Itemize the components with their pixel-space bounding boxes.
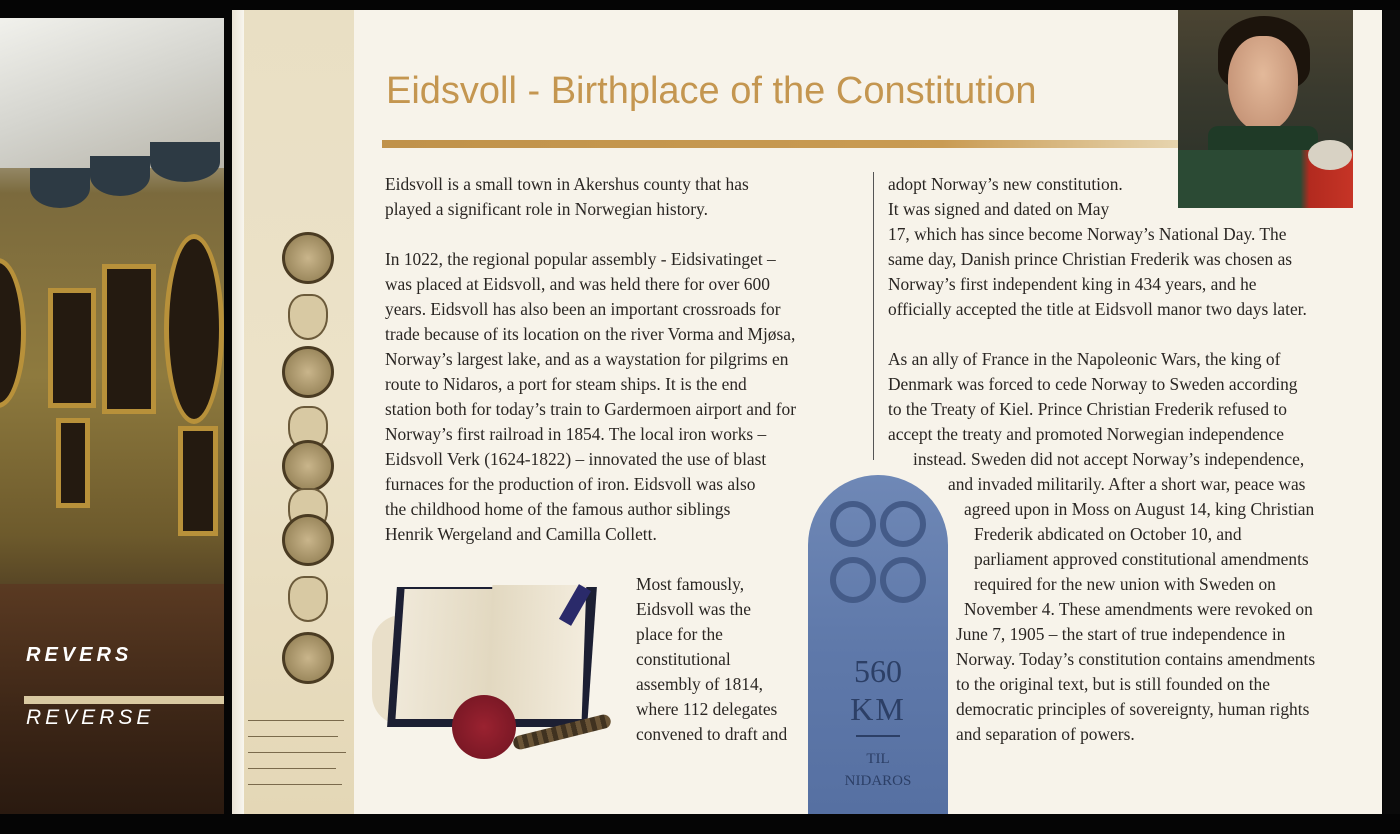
text-line: November 4. These amendments were revoked on xyxy=(964,599,1313,619)
constitution-book-image xyxy=(372,575,622,775)
christian-frederik-portrait xyxy=(1178,10,1353,208)
text-line: instead. Sweden did not accept Norway’s independence, xyxy=(913,449,1305,469)
text-line: Norway. Today’s constitution contains amendments xyxy=(956,649,1316,669)
monogram-ornament xyxy=(830,501,876,547)
monogram-ornament xyxy=(830,557,876,603)
handwriting-line xyxy=(248,768,336,769)
handwriting-line xyxy=(248,736,338,737)
handwriting-line xyxy=(248,752,346,753)
text-line: Most famously, xyxy=(636,574,745,594)
milestone-distance: 560 xyxy=(854,653,902,689)
portrait-epaulette xyxy=(1308,140,1352,170)
drapery-swag xyxy=(90,156,150,196)
text-line: Norway’s first independent king in 434 years, and he xyxy=(888,274,1257,294)
paragraph-napoleonic-wars xyxy=(888,347,1315,747)
ornament xyxy=(288,294,328,340)
text-line: Frederik abdicated on October 10, and xyxy=(974,524,1242,544)
text-line: furnaces for the production of iron. Eidsvoll was also xyxy=(385,474,756,494)
portrait-frame xyxy=(164,234,224,424)
title-rule xyxy=(382,140,1182,148)
right-edge xyxy=(1383,10,1400,814)
interior-photo-flap xyxy=(0,18,224,814)
text-line: Norway’s first railroad in 1854. The local iron works – xyxy=(385,424,767,444)
text-line: 17, which has since become Norway’s National Day. The xyxy=(888,224,1287,244)
text-line: played a significant role in Norwegian history. xyxy=(385,199,708,219)
text-line: Henrik Wergeland and Camilla Collett. xyxy=(385,524,657,544)
text-line: required for the new union with Sweden on xyxy=(974,574,1276,594)
portrait-frame xyxy=(56,418,90,508)
booklet-page xyxy=(232,10,1382,814)
reverse-label: REVERSE xyxy=(26,706,155,729)
milestone-place: NIDAROS xyxy=(844,773,912,789)
revers-label: REVERS xyxy=(26,644,133,666)
text-line: agreed upon in Moss on August 14, king Christian xyxy=(964,499,1315,519)
text-line: to the Treaty of Kiel. Prince Christian Frederik refused to xyxy=(888,399,1287,419)
handwriting-line xyxy=(248,720,344,721)
portrait-medallion xyxy=(282,632,334,684)
monogram-ornament xyxy=(880,557,926,603)
portrait-medallion xyxy=(282,514,334,566)
text-line: years. Eidsvoll has also been an important crossroads for xyxy=(385,299,781,319)
paragraph-intro xyxy=(385,172,860,222)
paragraph-national-day xyxy=(888,222,1307,322)
text-line: route to Nidaros, a port for steam ships. It is the end xyxy=(385,374,747,394)
drapery-swag xyxy=(30,168,90,208)
portrait-medallion xyxy=(282,440,334,492)
text-line: and invaded militarily. After a short war, peace was xyxy=(948,474,1306,494)
portrait-frame xyxy=(0,258,26,408)
milestone-unit: KM xyxy=(850,691,906,727)
text-line: trade because of its location on the river Vorma and Mjøsa, xyxy=(385,324,796,344)
column-2-intro xyxy=(888,172,1123,222)
text-line: and separation of powers. xyxy=(956,724,1135,744)
paragraph-famous xyxy=(636,572,787,747)
text-line: where 112 delegates xyxy=(636,699,778,719)
text-line: Eidsvoll was the xyxy=(636,599,751,619)
handwriting-line xyxy=(248,784,342,785)
text-line: Norway’s largest lake, and as a waystation for pilgrims en xyxy=(385,349,789,369)
text-line: Denmark was forced to cede Norway to Sweden according xyxy=(888,374,1298,394)
drapery-swag xyxy=(150,142,220,182)
text-line: adopt Norway’s new constitution. xyxy=(888,174,1123,194)
portrait-medallion xyxy=(282,346,334,398)
text-line: As an ally of France in the Napoleonic Wars, the king of xyxy=(888,349,1281,369)
text-line: June 7, 1905 – the start of true independence in xyxy=(956,624,1286,644)
text-line: convened to draft and xyxy=(636,724,788,744)
monogram-ornament xyxy=(880,501,926,547)
text-line: Eidsvoll is a small town in Akershus county that has xyxy=(385,174,749,194)
text-line: accept the treaty and promoted Norwegian independence xyxy=(888,424,1284,444)
text-line: officially accepted the title at Eidsvoll manor two days later. xyxy=(888,299,1307,319)
milestone-til: TIL xyxy=(866,751,890,767)
label-rule xyxy=(24,696,224,704)
ornament xyxy=(288,576,328,622)
wax-seal xyxy=(452,695,516,759)
milestone-bar xyxy=(856,735,900,737)
column-divider xyxy=(873,172,874,460)
text-line: constitutional xyxy=(636,649,731,669)
text-line: Eidsvoll Verk (1624-1822) – innovated the use of blast xyxy=(385,449,767,469)
portrait-face xyxy=(1228,36,1298,132)
text-line: place for the xyxy=(636,624,723,644)
paragraph-history xyxy=(385,247,860,547)
portrait-frame xyxy=(48,288,96,408)
text-line: station both for today’s train to Gardermoen airport and for xyxy=(385,399,796,419)
text-line: the childhood home of the famous author siblings xyxy=(385,499,731,519)
milestone-stone xyxy=(808,475,948,814)
text-line: assembly of 1814, xyxy=(636,674,764,694)
portrait-frame xyxy=(102,264,156,414)
text-line: parliament approved constitutional amendments xyxy=(974,549,1309,569)
manuscript-strip xyxy=(244,10,354,814)
page-title: Eidsvoll - Birthplace of the Constitution xyxy=(386,70,1037,112)
text-line: It was signed and dated on May xyxy=(888,199,1110,219)
column-1 xyxy=(385,172,860,572)
portrait-medallion xyxy=(282,232,334,284)
portrait-frame xyxy=(178,426,218,536)
text-line: to the original text, but is still founded on the xyxy=(956,674,1270,694)
text-line: democratic principles of sovereignty, human rights xyxy=(956,699,1310,719)
text-line: was placed at Eidsvoll, and was held there for over 600 xyxy=(385,274,770,294)
text-line: In 1022, the regional popular assembly - Eidsivatinget – xyxy=(385,249,776,269)
text-line: same day, Danish prince Christian Frederik was chosen as xyxy=(888,249,1293,269)
